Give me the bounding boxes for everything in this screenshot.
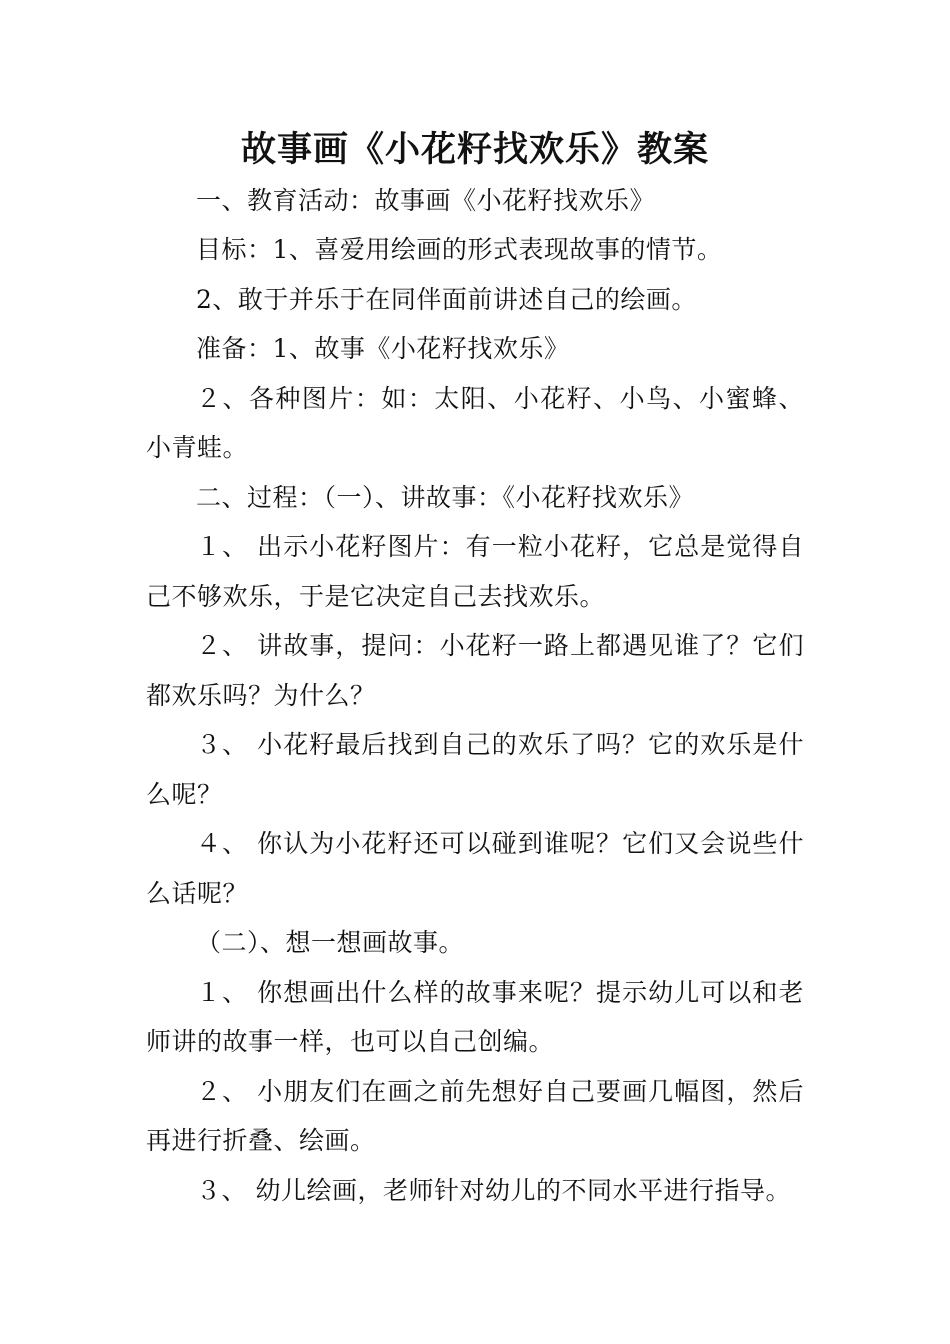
text-line-step-2: ２、 讲故事，提问：小花籽一路上都遇见谁了？它们	[196, 631, 804, 660]
text-line-draw-2: ２、 小朋友们在画之前先想好自己要画几幅图，然后	[196, 1077, 804, 1106]
text-line-goal-2: 2、敢于并乐于在同伴面前讲述自己的绘画。	[196, 285, 697, 314]
text-line-draw-3: ３、 幼儿绘画，老师针对幼儿的不同水平进行指导。	[196, 1176, 791, 1205]
text-line-activity: 一、教育活动：故事画《小花籽找欢乐》	[196, 186, 656, 215]
document-title: 故事画《小花籽找欢乐》教案	[240, 130, 709, 170]
text-line-step-2-cont: 都欢乐吗？为什么？	[146, 681, 376, 710]
text-line-draw-1-cont: 师讲的故事一样，也可以自己创编。	[146, 1027, 555, 1056]
text-line-process: 二、过程：（一）、讲故事：《小花籽找欢乐》	[196, 483, 695, 512]
text-line-step-3-cont: 么呢？	[146, 780, 223, 809]
text-line-prep-2-cont: 小青蛙。	[146, 433, 249, 462]
text-line-step-3: ３、 小花籽最后找到自己的欢乐了吗？它的欢乐是什	[196, 730, 804, 759]
text-line-draw-2-cont: 再进行折叠、绘画。	[146, 1126, 376, 1155]
text-line-draw-1: １、 你想画出什么样的故事来呢？提示幼儿可以和老	[196, 978, 804, 1007]
text-line-prep-1: 准备：1、故事《小花籽找欢乐》	[196, 334, 570, 363]
text-line-goal-1: 目标：1、喜爱用绘画的形式表现故事的情节。	[196, 235, 723, 264]
text-line-step-4: ４、 你认为小花籽还可以碰到谁呢？它们又会说些什	[196, 829, 804, 858]
text-line-step-4-cont: 么话呢？	[146, 879, 249, 908]
text-line-step-1: １、 出示小花籽图片：有一粒小花籽，它总是觉得自	[196, 532, 804, 561]
text-line-step-1-cont: 己不够欢乐，于是它决定自己去找欢乐。	[146, 582, 606, 611]
text-line-section-2: （二）、想一想画故事。	[196, 928, 465, 957]
text-line-prep-2: ２、各种图片：如：太阳、小花籽、小鸟、小蜜蜂、	[196, 384, 804, 413]
